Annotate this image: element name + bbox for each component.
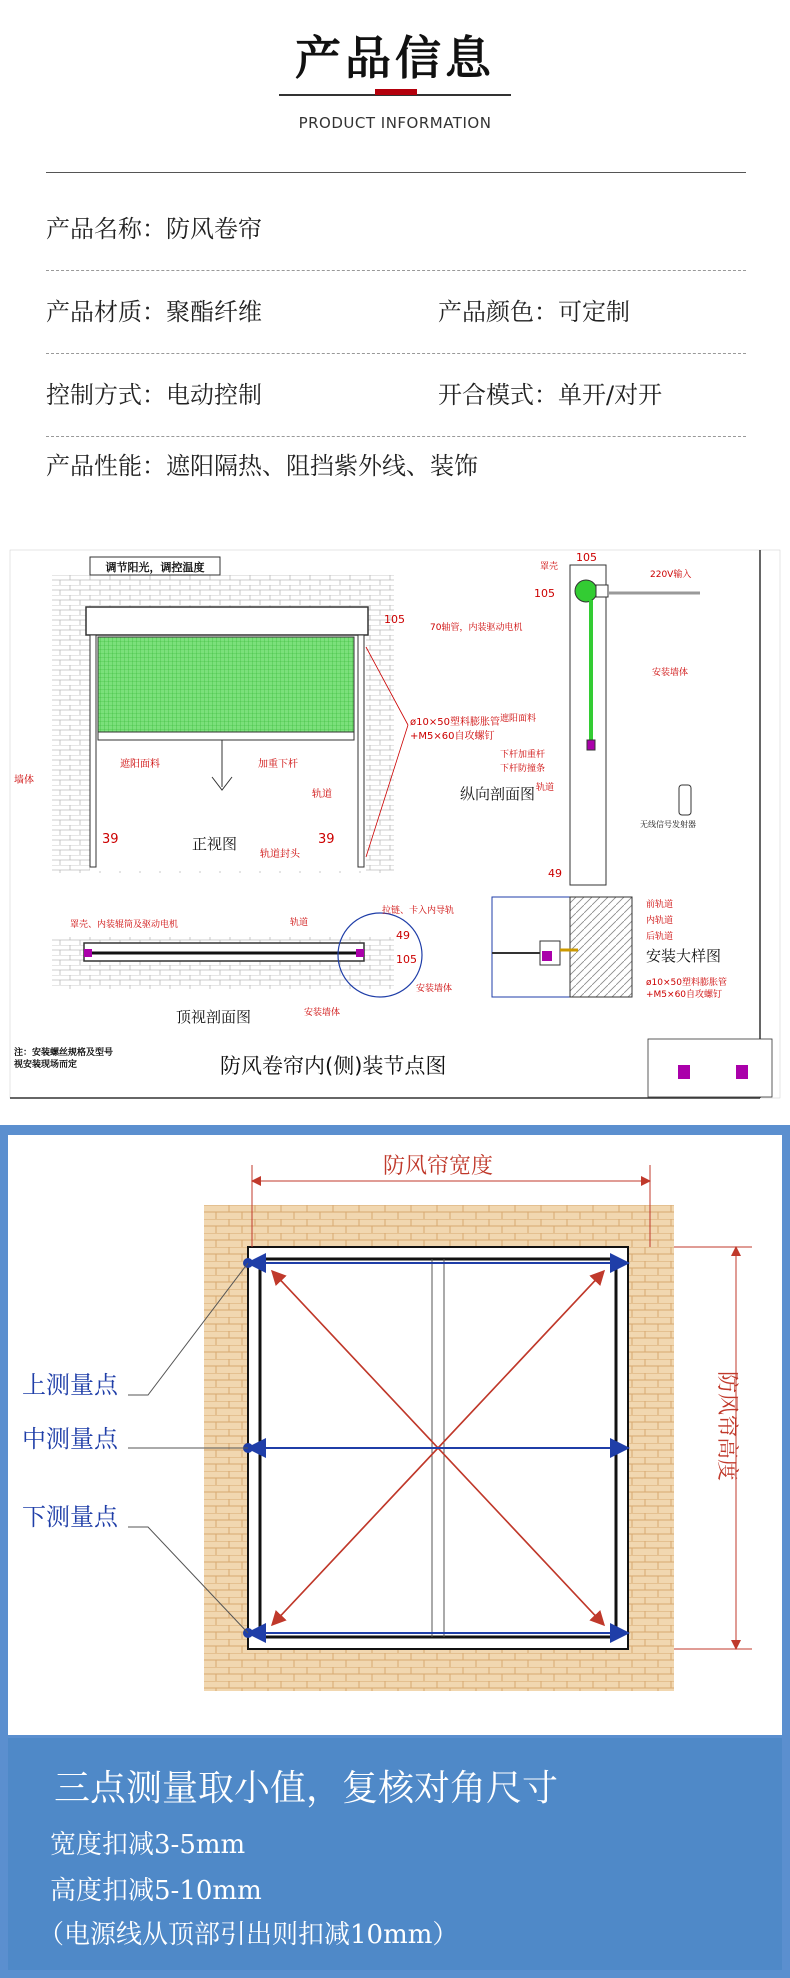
svg-text:49: 49 [396, 929, 410, 942]
svg-text:ø10×50塑料膨胀管: ø10×50塑料膨胀管 [410, 717, 500, 728]
svg-text:内轨道: 内轨道 [646, 916, 674, 926]
banner-width-deduction: 宽度扣减3-5mm [50, 1830, 246, 1860]
svg-text:无线信号发射器: 无线信号发射器 [640, 820, 696, 829]
svg-text:罩壳、内装辊筒及驱动电机: 罩壳、内装辊筒及驱动电机 [70, 920, 179, 930]
section-divider [46, 172, 746, 173]
svg-text:轨道: 轨道 [290, 918, 309, 928]
product-mode: 开合模式：单开/对开 [438, 381, 663, 409]
svg-text:ø10×50塑料膨胀管: ø10×50塑料膨胀管 [646, 978, 727, 988]
front-view-label: 正视图 [192, 835, 238, 853]
svg-text:注：安装螺丝规格及型号: 注：安装螺丝规格及型号 [14, 1048, 114, 1058]
svg-text:70轴管，内装驱动电机: 70轴管，内装驱动电机 [430, 623, 523, 633]
svg-text:105: 105 [576, 551, 597, 564]
width-label: 防风帘宽度 [382, 1154, 494, 1179]
product-performance: 产品性能：遮阳隔热、阻挡紫外线、装饰 [46, 452, 478, 480]
svg-text:105: 105 [396, 953, 417, 966]
top-note: 调节阳光，调控温度 [105, 561, 205, 574]
diagram-caption: 防风卷帘内(侧)装节点图 [220, 1054, 447, 1078]
svg-text:拉链、卡入内导轨: 拉链、卡入内导轨 [382, 906, 455, 916]
measurement-instructions [8, 1738, 782, 1970]
svg-text:加重下杆: 加重下杆 [258, 759, 298, 770]
svg-text:轨道封头: 轨道封头 [260, 849, 300, 860]
info-row-material [46, 271, 746, 354]
roller-box [86, 607, 368, 635]
mid-point-label: 中测量点 [22, 1425, 118, 1453]
svg-text:39: 39 [102, 832, 119, 847]
measurement-diagram [8, 1135, 782, 1735]
svg-text:墙体: 墙体 [14, 775, 34, 786]
svg-text:105: 105 [384, 613, 405, 626]
svg-text:安装墙体: 安装墙体 [416, 984, 453, 994]
product-name: 产品名称：防风卷帘 [46, 215, 262, 243]
install-detail-label: 安装大样图 [646, 947, 722, 965]
top-section-label: 顶视剖面图 [176, 1008, 252, 1026]
installation-node-diagram [0, 545, 790, 1110]
svg-text:49: 49 [548, 867, 562, 880]
banner-power-note: （电源线从顶部引出则扣减10mm） [38, 1920, 459, 1950]
svg-text:罩壳: 罩壳 [540, 562, 559, 572]
bottom-bar [98, 732, 354, 740]
section-view-label: 纵向剖面图 [460, 785, 536, 803]
svg-text:轨道: 轨道 [536, 783, 555, 793]
svg-text:下杆防撞条: 下杆防撞条 [500, 764, 546, 774]
product-control: 控制方式：电动控制 [46, 381, 262, 409]
banner-heading: 三点测量取小值，复核对角尺寸 [54, 1768, 559, 1809]
svg-text:105: 105 [534, 587, 555, 600]
info-row-performance [46, 425, 746, 507]
page-subtitle: PRODUCT INFORMATION [298, 114, 492, 132]
svg-text:遮阳面料: 遮阳面料 [120, 759, 160, 770]
height-label: 防风帘高度 [714, 1371, 739, 1482]
banner-height-deduction: 高度扣减5-10mm [50, 1876, 262, 1906]
svg-text:+M5×60自攻螺钉: +M5×60自攻螺钉 [410, 731, 495, 742]
info-row-name [46, 188, 746, 271]
svg-text:下杆加重杆: 下杆加重杆 [500, 750, 546, 760]
svg-text:39: 39 [318, 832, 335, 847]
svg-text:轨道: 轨道 [312, 789, 332, 800]
svg-text:安装墙体: 安装墙体 [652, 668, 689, 678]
product-color: 产品颜色：可定制 [438, 298, 630, 326]
page-title: 产品信息 [295, 31, 495, 85]
svg-text:+M5×60自攻螺钉: +M5×60自攻螺钉 [646, 990, 723, 1000]
shade-fabric [98, 637, 354, 732]
svg-text:220V输入: 220V输入 [650, 570, 692, 580]
title-accent-bar [375, 89, 417, 95]
svg-text:视安装现场而定: 视安装现场而定 [14, 1060, 78, 1070]
product-material: 产品材质：聚酯纤维 [46, 298, 262, 326]
top-point-label: 上测量点 [22, 1371, 118, 1399]
svg-text:后轨道: 后轨道 [646, 932, 674, 942]
bottom-point-label: 下测量点 [22, 1503, 118, 1531]
svg-text:安装墙体: 安装墙体 [304, 1008, 341, 1018]
svg-text:遮阳面料: 遮阳面料 [500, 714, 537, 724]
svg-text:前轨道: 前轨道 [646, 900, 674, 910]
